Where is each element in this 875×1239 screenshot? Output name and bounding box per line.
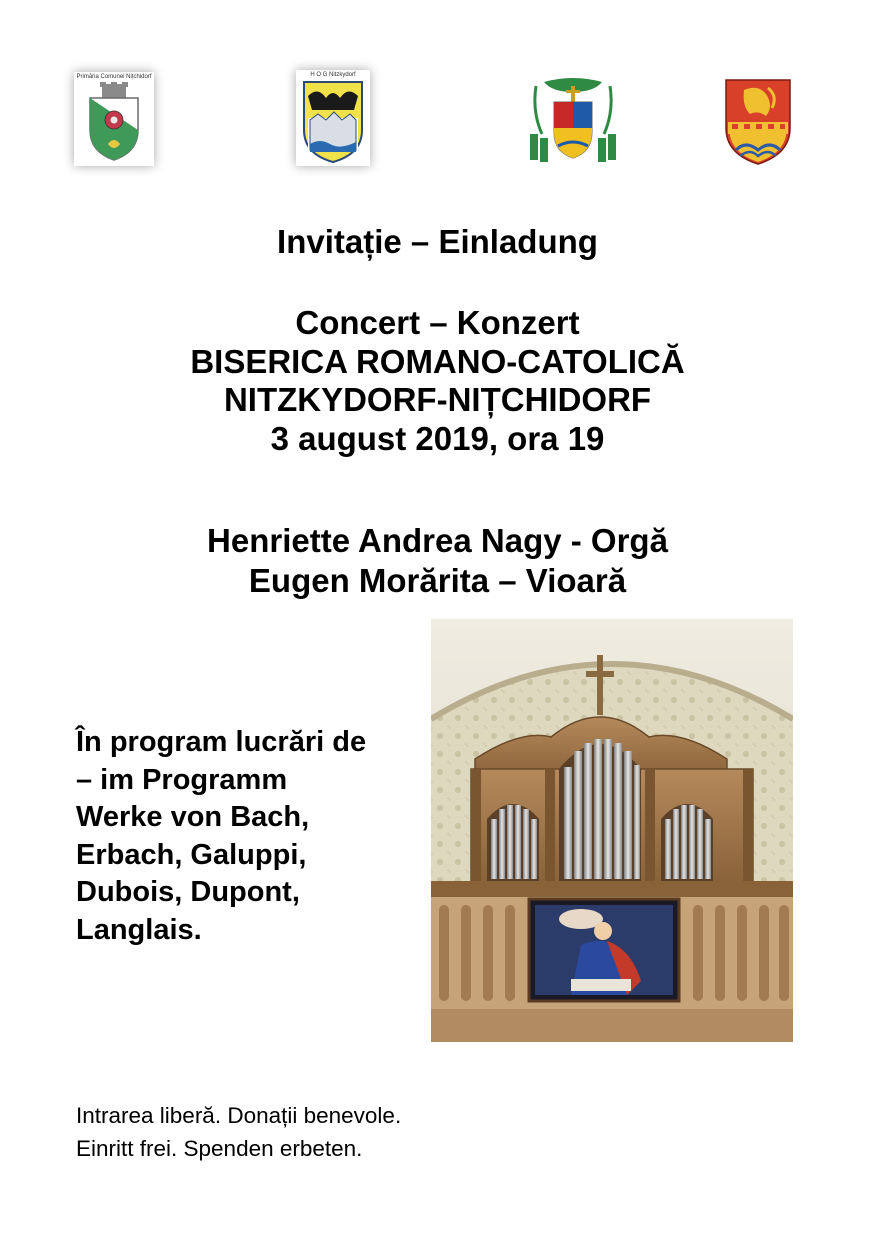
performers-list xyxy=(0,521,875,601)
performer-violin: Eugen Morărita – Vioară xyxy=(248,562,627,599)
primaria-coat-of-arms-logo xyxy=(74,72,154,166)
hog-shield-icon xyxy=(296,70,370,166)
concert-date-time: 3 august 2019, ora 19 xyxy=(270,419,605,457)
entry-notice-ro: Intrarea liberă. Donații benevole. xyxy=(76,1103,402,1128)
program-line: În program lucrări de xyxy=(76,726,367,758)
church-organ-photo xyxy=(431,619,793,1042)
municipal-coat-of-arms-logo xyxy=(722,76,794,168)
concert-details xyxy=(0,304,875,458)
program-line: – im Programm xyxy=(76,763,288,796)
program-line: Erbach, Galuppi, xyxy=(76,838,307,871)
episcopal-arms-icon xyxy=(524,72,622,168)
hog-logo-caption: H O G Nitzkydorf xyxy=(310,72,356,78)
hog-nitzkydorf-logo xyxy=(296,70,370,166)
program-line: Werke von Bach, xyxy=(76,801,310,833)
entry-notice-de: Einritt frei. Spenden erbeten. xyxy=(76,1136,363,1161)
program-description xyxy=(76,724,421,949)
episcopal-coat-of-arms-logo xyxy=(524,72,622,168)
program-line: Dubois, Dupont, xyxy=(76,876,300,908)
church-name: BISERICA ROMANO-CATOLICĂ xyxy=(190,342,685,380)
lion-shield-icon xyxy=(722,76,794,168)
program-line: Langlais. xyxy=(76,913,202,946)
concert-heading: Concert – Konzert xyxy=(295,304,580,341)
performer-organ: Henriette Andrea Nagy - Orgă xyxy=(207,522,668,559)
primaria-logo-caption: Primăria Comunei Nițchidorf xyxy=(76,74,152,80)
invitation-title: Invitație – Einladung xyxy=(277,223,598,260)
entry-notice xyxy=(76,1099,401,1165)
primaria-shield-icon xyxy=(74,72,154,166)
venue-location: NITZKYDORF-NIȚCHIDORF xyxy=(223,381,652,418)
